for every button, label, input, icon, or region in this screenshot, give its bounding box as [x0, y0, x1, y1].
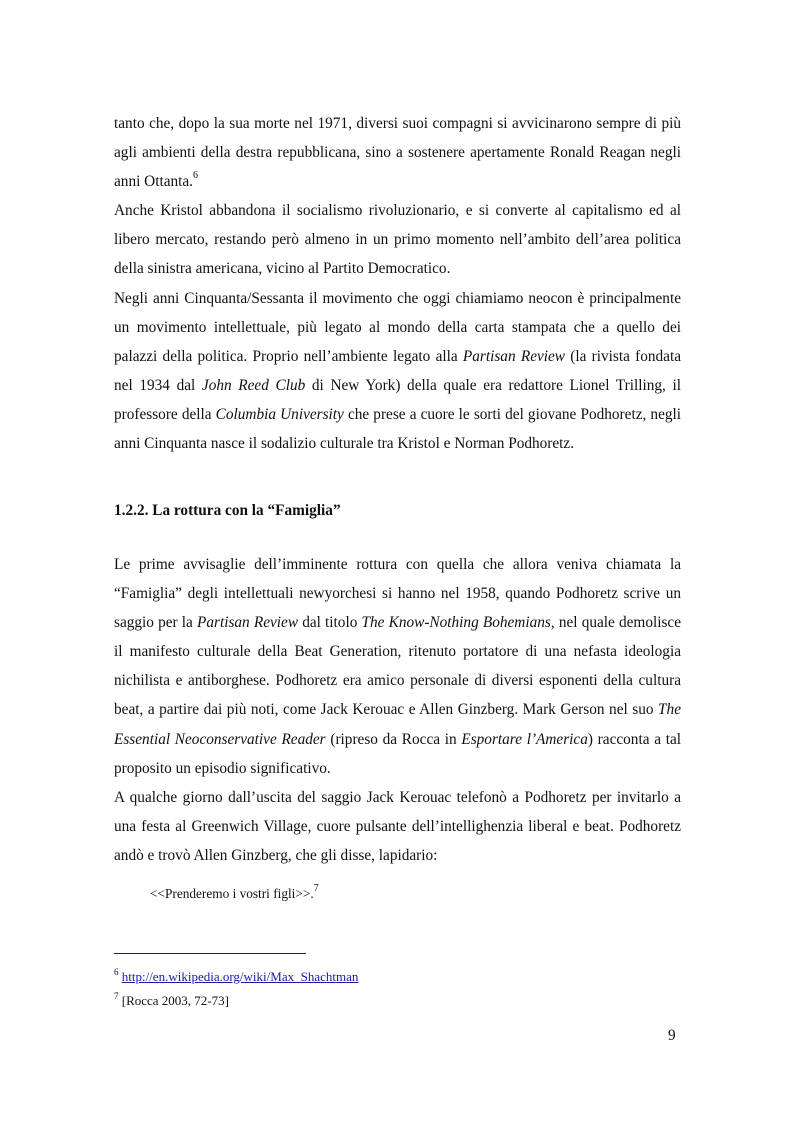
footnote-6 — [114, 968, 358, 986]
section-heading: 1.2.2. La rottura con la “Famiglia” — [114, 502, 341, 519]
paragraph — [114, 109, 681, 196]
page-number: 9 — [668, 1027, 676, 1044]
text-run: Le prime avvisaglie dell’imminente rottura con quella che allora veniva chiamata la “Famiglia” degli intellettuali newyorchesi si hanno nel 1958, quando Podhoretz scrive un saggio per la — [114, 556, 681, 632]
footnote-ref: 6 — [193, 170, 199, 182]
paragraph — [114, 284, 681, 459]
text-run: (la rivista fondata nel 1934 dal — [114, 347, 681, 394]
paragraph — [114, 783, 681, 870]
italic-title: Partisan Review — [197, 614, 299, 632]
italic-title: Partisan Review — [462, 347, 566, 365]
footnote-number: 6 — [114, 966, 119, 977]
text-run: ) racconta a tal proposito un episodio significativo. — [114, 730, 681, 777]
footnote-link[interactable]: http://en.wikipedia.org/wiki/Max_Shachtman — [121, 969, 359, 984]
footnote-separator — [114, 953, 306, 954]
italic-title: The Essential Neoconservative Reader — [114, 701, 681, 748]
footnote-text: [Rocca 2003, 72-73] — [121, 993, 229, 1008]
block-quote — [150, 884, 319, 904]
footnote-ref-7: 7 — [313, 882, 319, 894]
paragraph — [114, 196, 681, 283]
footnote-number: 7 — [114, 990, 119, 1001]
text-run: tanto che, dopo la sua morte nel 1971, diversi suoi compagni si avvicinarono sempre di più agli ambienti della destra repubblicana, sino a sostenere apertamente Ronald Reagan negli anni Ottanta. — [114, 115, 681, 191]
text-run: , nel quale demolisce il manifesto culturale della Beat Generation, ritenuto portatore di una nefasta ideologia nichilista e antiborghese. Podhoretz era amico personale di diversi esponenti della cultura beat, a partire dai più noti, come Jack Kerouac e Allen Ginzberg. Mark Gerson nel suo — [114, 614, 681, 719]
text-run: A qualche giorno dall’uscita del saggio Jack Kerouac telefonò a Podhoretz per invitarlo a una festa al Greenwich Village, cuore pulsante dell’intellighenzia liberal e beat. Podhoretz andò e trovò Allen Ginzberg, che gli disse, lapidario: — [114, 788, 681, 864]
text-run: Anche Kristol abbandona il socialismo rivoluzionario, e si converte al capitalismo ed al libero mercato, restando però almeno in un primo momento nell’ambito dell’area politica della sinistra americana, vicino al Partito Democratico. — [114, 202, 681, 278]
text-run: che prese a cuore le sorti del giovane Podhoretz, negli anni Cinquanta nasce il sodalizio culturale tra Kristol e Norman Podhoretz. — [114, 405, 682, 453]
footnote-7 — [114, 992, 229, 1010]
text-run: di New York) della quale era redattore Lionel Trilling, il professore della — [114, 376, 681, 423]
body-text-bottom — [114, 550, 681, 870]
text-run: (ripreso da Rocca in — [325, 730, 462, 748]
body-text-top — [114, 109, 681, 458]
text-run: dal titolo — [298, 614, 362, 632]
quote-text: <<Prenderemo i vostri figli>>. — [150, 886, 314, 901]
italic-title: The Know-Nothing Bohemians — [361, 614, 551, 632]
paragraph — [114, 550, 681, 783]
italic-title: John Reed Club — [201, 376, 306, 394]
italic-title: Columbia University — [215, 405, 344, 423]
text-run: Negli anni Cinquanta/Sessanta il movimento che oggi chiamiamo neocon è principalmente un movimento intellettuale, più legato al mondo della carta stampata che a quello dei palazzi della politica. Proprio nell’ambiente legato alla — [114, 289, 681, 365]
italic-title: Esportare l’America — [461, 730, 588, 748]
